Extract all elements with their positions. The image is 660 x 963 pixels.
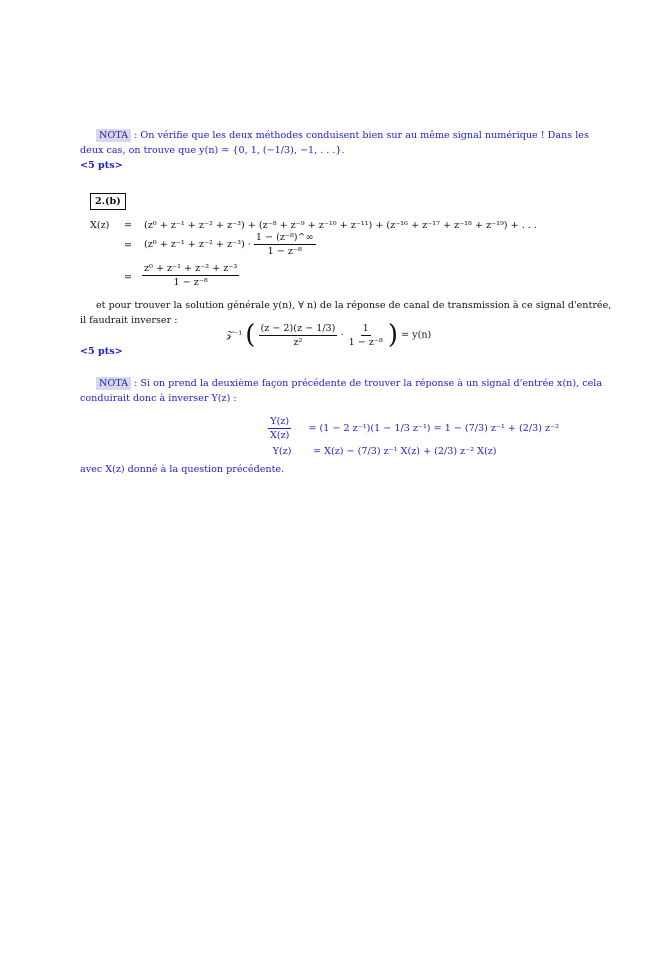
- nota1-line2: deux cas, on trouve que y(n) = {0, 1, (−1/3), −1, . . .}.: [80, 145, 345, 156]
- nota2-line2: conduirait donc à inverser Y(z) :: [80, 393, 237, 404]
- inverse-z-expression: [226, 322, 431, 348]
- points-badge-2: <5 pts>: [80, 346, 123, 357]
- input-fraction: [347, 323, 385, 348]
- right-paren: ): [387, 320, 399, 350]
- ratio-fraction: [268, 416, 291, 441]
- general-line2: il faudrait inverser :: [80, 315, 178, 326]
- eq-sign-2: =: [124, 240, 133, 251]
- inverse-rhs: = y(n): [401, 329, 432, 341]
- row2-numerator: 1 − (z⁻⁸)^∞: [255, 232, 314, 243]
- output-rhs: = X(z) − (7/3) z⁻¹ X(z) + (2/3) z⁻² X(z): [313, 446, 497, 457]
- transfer-fraction: [259, 323, 338, 348]
- nota2-text: : Si on prend la deuxième façon précédente de trouver la réponse à un signal d'entrée x(n), cela: [134, 378, 603, 389]
- row3-denominator: 1 − z⁻⁸: [173, 277, 208, 288]
- row3-numerator: z⁰ + z⁻¹ + z⁻² + z⁻³: [144, 263, 238, 274]
- row3-fraction: [142, 263, 239, 288]
- row2-lead: (z⁰ + z⁻¹ + z⁻² + z⁻³) ·: [144, 239, 251, 250]
- ratio-rhs: = (1 − 2 z⁻¹)(1 − 1/3 z⁻¹) = 1 − (7/3) z⁻¹ + (2/3) z⁻²: [308, 423, 559, 434]
- row2-denominator: 1 − z⁻⁸: [267, 246, 302, 257]
- eq-sign-3: =: [124, 272, 133, 283]
- ratio-numerator: Y(z): [270, 416, 290, 427]
- general-line1: et pour trouver la solution générale y(n), ∀ n) de la réponse de canal de transmission à ce signal d'entrée,: [96, 300, 612, 311]
- output-lhs: Y(z): [272, 446, 292, 457]
- mult-dot: ·: [340, 329, 344, 341]
- question-label: [90, 196, 126, 207]
- xz-lhs: X(z): [90, 220, 110, 231]
- left-paren: (: [245, 320, 256, 350]
- input-numerator: 1: [362, 322, 369, 334]
- eq-sign-1: =: [124, 220, 133, 231]
- transfer-numerator: (z − 2)(z − 1/3): [260, 322, 336, 334]
- nota1-text: : On vérifie que les deux méthodes conduisent bien sur au même signal numérique ! Dans les: [134, 130, 589, 141]
- input-denominator: 1 − z⁻⁸: [348, 336, 383, 348]
- nota-label-2: NOTA: [96, 377, 131, 390]
- question-box: 2.(b): [90, 193, 126, 210]
- transfer-denominator: z²: [293, 336, 303, 348]
- output-equation: [268, 446, 497, 457]
- xz-row3: [142, 263, 239, 288]
- points-badge: <5 pts>: [80, 160, 123, 171]
- nota2-line1: [96, 378, 602, 389]
- ratio-denominator: X(z): [270, 430, 290, 441]
- nota-label: NOTA: [96, 129, 131, 142]
- ratio-equation: [268, 416, 559, 441]
- xz-row1: (z⁰ + z⁻¹ + z⁻² + z⁻³) + (z⁻⁸ + z⁻⁹ + z⁻¹⁰ + z⁻¹¹) + (z⁻¹⁶ + z⁻¹⁷ + z⁻¹⁸ + z⁻¹⁹) + . . .: [144, 220, 537, 231]
- nota2-footer: avec X(z) donné à la question précédente.: [80, 464, 285, 475]
- xz-row2: [144, 232, 316, 257]
- nota1-line1: [96, 130, 589, 141]
- z-inverse-operator: 𝒵⁻¹: [226, 329, 243, 341]
- row2-fraction: [254, 232, 316, 257]
